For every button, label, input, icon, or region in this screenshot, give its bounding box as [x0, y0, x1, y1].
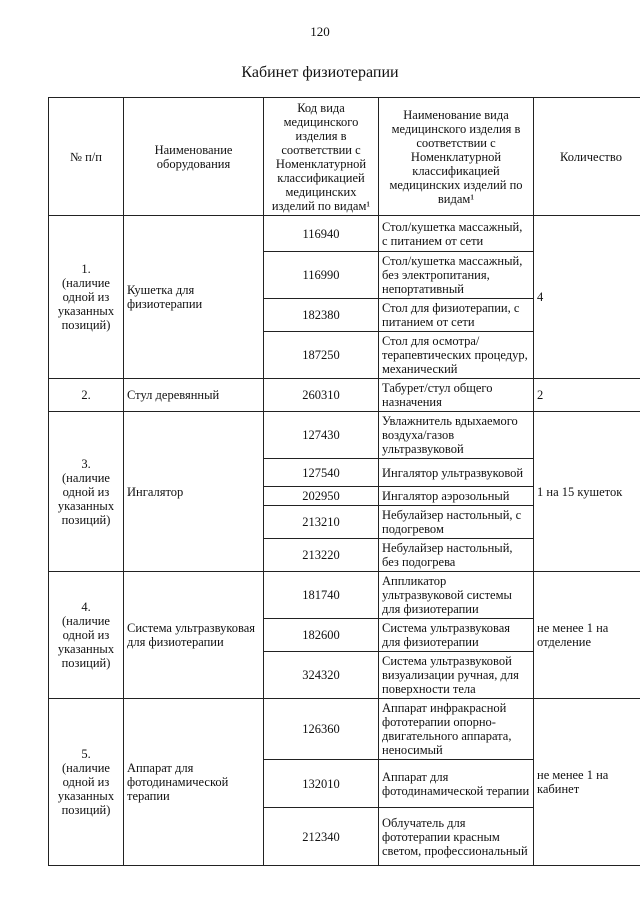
- device-type-name: Табурет/стул общего назначения: [379, 379, 534, 412]
- device-code: 126360: [264, 699, 379, 760]
- device-type-name: Ингалятор ультразвуковой: [379, 459, 534, 487]
- header-nomen: Наименование вида медицинского изделия в соответствии с Номенклатурной классификацией медицинских изделий по видам¹: [379, 98, 534, 216]
- device-type-name: Стол/кушетка массажный, без электропитания, непортативный: [379, 252, 534, 299]
- device-type-name: Небулайзер настольный, с подогревом: [379, 506, 534, 539]
- table-row: [49, 216, 640, 252]
- device-code: 213220: [264, 539, 379, 572]
- table-body: [49, 216, 640, 866]
- quantity: 4: [534, 216, 640, 379]
- device-type-name: Аппликатор ультразвуковой системы для физиотерапии: [379, 572, 534, 619]
- equipment-name: Система ультразвуковая для физиотерапии: [124, 572, 264, 699]
- equipment-name: Стул деревянный: [124, 379, 264, 412]
- row-number: 2.: [49, 379, 124, 412]
- row-number: 1. (наличие одной из указанных позиций): [49, 216, 124, 379]
- device-code: 116940: [264, 216, 379, 252]
- table-row: [49, 699, 640, 760]
- device-type-name: Увлажнитель вдыхаемого воздуха/газов ультразвуковой: [379, 412, 534, 459]
- device-type-name: Облучатель для фототерапии красным светом, профессиональный: [379, 808, 534, 866]
- device-type-name: Аппарат инфракрасной фототерапии опорно-двигательного аппарата, неносимый: [379, 699, 534, 760]
- device-code: 127540: [264, 459, 379, 487]
- page-title: Кабинет физиотерапии: [241, 64, 399, 81]
- device-type-name: Стол/кушетка массажный, с питанием от сети: [379, 216, 534, 252]
- row-number: 5. (наличие одной из указанных позиций): [49, 699, 124, 866]
- device-code: 213210: [264, 506, 379, 539]
- device-code: 324320: [264, 652, 379, 699]
- device-code: 260310: [264, 379, 379, 412]
- device-code: 116990: [264, 252, 379, 299]
- device-code: 212340: [264, 808, 379, 866]
- header-code: Код вида медицинского изделия в соответствии с Номенклатурной классификацией медицинских изделий по видам¹: [264, 98, 379, 216]
- header-num: № п/п: [49, 98, 124, 216]
- table-header-row: [49, 98, 640, 216]
- equipment-table: [48, 97, 640, 866]
- equipment-name: Аппарат для фотодинамической терапии: [124, 699, 264, 866]
- device-type-name: Система ультразвуковая для физиотерапии: [379, 619, 534, 652]
- table-row: [49, 572, 640, 619]
- header-qty: Количество: [534, 98, 640, 216]
- device-code: 187250: [264, 332, 379, 379]
- device-code: 132010: [264, 760, 379, 808]
- header-name: Наименование оборудования: [124, 98, 264, 216]
- device-code: 182380: [264, 299, 379, 332]
- row-number: 4. (наличие одной из указанных позиций): [49, 572, 124, 699]
- device-type-name: Аппарат для фотодинамической терапии: [379, 760, 534, 808]
- quantity: не менее 1 на отделение: [534, 572, 640, 699]
- quantity: 1 на 15 кушеток: [534, 412, 640, 572]
- table-row: [49, 412, 640, 459]
- page-number: 120: [310, 24, 330, 39]
- device-code: 127430: [264, 412, 379, 459]
- device-type-name: Небулайзер настольный, без подогрева: [379, 539, 534, 572]
- quantity: не менее 1 на кабинет: [534, 699, 640, 866]
- device-type-name: Ингалятор аэрозольный: [379, 487, 534, 506]
- device-type-name: Система ультразвуковой визуализации ручная, для поверхности тела: [379, 652, 534, 699]
- device-code: 181740: [264, 572, 379, 619]
- table-row: [49, 379, 640, 412]
- row-number: 3. (наличие одной из указанных позиций): [49, 412, 124, 572]
- quantity: 2: [534, 379, 640, 412]
- equipment-name: Ингалятор: [124, 412, 264, 572]
- device-type-name: Стол для физиотерапии, с питанием от сети: [379, 299, 534, 332]
- device-type-name: Стол для осмотра/терапевтических процедур, механический: [379, 332, 534, 379]
- device-code: 202950: [264, 487, 379, 506]
- device-code: 182600: [264, 619, 379, 652]
- equipment-name: Кушетка для физиотерапии: [124, 216, 264, 379]
